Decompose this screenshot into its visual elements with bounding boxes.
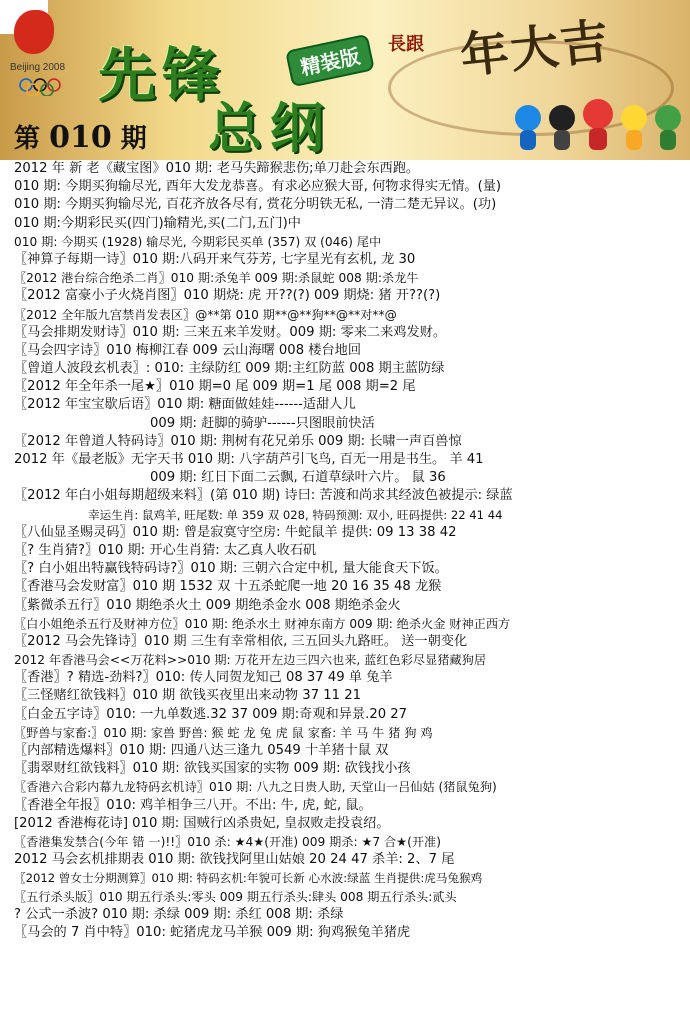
issue-suffix: 期 (120, 124, 147, 154)
edition-badge: 精装版 (285, 34, 375, 88)
text-line: 〖紫微杀五行〗010 期绝杀火土 009 期绝杀金水 008 期绝杀金火 (14, 597, 401, 613)
text-line: 〖香港集发禁合(今年 错 一)!!〗010 杀: ★4★(开准) 009 期杀: ★7 合★(开准) (14, 834, 441, 849)
text-line: 幸运生肖: 鼠鸡羊, 旺尾数: 单 359 双 028, 特码预测: 双小, 旺码提供: 22 41 44 (88, 507, 503, 522)
prediction-text-list (14, 160, 684, 942)
text-line: 〖野兽与家畜:〗010 期: 家兽 野兽: 猴 蛇 龙 兔 虎 鼠 家畜: 羊 马 牛 猪 狗 鸡 (14, 725, 433, 740)
text-line: 〖2012 年曾道人特码诗〗010 期: 荆树有花兄弟乐 009 期: 长啸一声百兽惊 (14, 433, 462, 449)
olympic-text: Beijing 2008 (10, 62, 66, 73)
mascots-icon (510, 96, 686, 154)
seal-text: 長跟 (388, 34, 424, 55)
text-line: 〖三怪赌红欲钱料〗010 期 欲钱买夜里出来动物 37 11 21 (14, 688, 362, 704)
issue-number: 010 (49, 120, 112, 155)
text-line: 〖2012 马会先锋诗〗010 期 三生有幸常相依, 三五回头九路旺。 送一朝变化 (14, 633, 468, 649)
text-line: 2012 年香港马会<<万花料>>010 期: 万花开左边三四六也来, 蓝红色彩尽显猪藏狗居 (14, 653, 487, 668)
title-line-1: 先锋 (98, 41, 227, 109)
text-line: 〖2012 港台综合绝杀二肖〗010 期:杀兔羊 009 期:杀鼠蛇 008 期:杀龙牛 (14, 271, 419, 286)
text-line: 〖香港〗? 精选-劲料?〗010: 传人同贺龙知己 08 37 49 单 兔羊 (14, 670, 393, 686)
text-line: 010 期: 今期买 (1928) 输尽光, 今期彩民买单 (357) 双 (046) 尾中 (14, 234, 382, 249)
text-line: 〖白金五字诗〗010: 一九单数逃.32 37 009 期:奇观和异景.20 27 (14, 706, 408, 722)
issue-label (14, 118, 147, 155)
text-line: 〖? 白小姐出特赢钱特码诗?〗010 期: 三朝六合定中机, 量大能食天下饭。 (14, 561, 448, 577)
text-line: 〖马会四字诗〗010 梅柳江春 009 云山海曙 008 楼台地回 (14, 342, 362, 358)
text-line: 009 期: 赶脚的骑驴------只图眼前快活 (150, 415, 375, 431)
text-line: 〖五行杀头版〗010 期五行杀头:零头 009 期五行杀头:肆头 008 期五行杀头:贰头 (14, 889, 457, 904)
text-line: 010 期: 今期买狗输尽光, 酉年大发龙恭喜。有求必应猴大哥, 何物求得实无情。(量) (14, 179, 502, 195)
text-line: 〖翡翠财红欲钱料〗010 期: 欲钱买国家的实物 009 期: 砍钱找小孩 (14, 761, 411, 777)
text-line: 〖马会排期发财诗〗010 期: 三来五来羊发财。009 期: 零来二来鸡发财。 (14, 324, 447, 340)
text-line: 〖神算子每期一诗〗010 期:八码开来气芬芳, 七字星光有玄机, 龙 30 (14, 251, 416, 267)
issue-prefix: 第 (14, 124, 41, 154)
text-line: 〖2012 全年版九宫禁肖发表区〗@**第 010 期**@**狗**@**对**@ (14, 307, 397, 322)
text-line: 〖白小姐绝杀五行及财神方位〗010 期: 绝杀水土 财神东南方 009 期: 绝杀火金 财神正西方 (14, 616, 511, 631)
text-line: 010 期:今期彩民买(四门)输精光,买(二门,五门)中 (14, 215, 301, 231)
header-banner (0, 0, 690, 160)
text-line: 〖2012 年全年杀一尾★〗010 期=0 尾 009 期=1 尾 008 期=2 尾 (14, 379, 416, 395)
text-line: 010 期: 今期买狗输尽光, 百花齐放各尽有, 赏花分明铁无私, 一清二楚无异议。(功) (14, 197, 497, 213)
text-line: 〖2012 年宝宝歇后语〗010 期: 糖面做娃娃------适甜人儿 (14, 397, 356, 413)
text-line: 2012 年 新 老《藏宝图》010 期: 老马失蹄猴悲伤;单刀赴会东西跑。 (14, 161, 420, 176)
text-line: [2012 香港梅花诗] 010 期: 国贼行凶杀贵妃, 皇叔败走投袁绍。 (14, 815, 390, 831)
text-line: 〖曾道人波段玄机表〗: 010: 主绿防红 009 期:主红防蓝 008 期主蓝防绿 (14, 361, 445, 377)
title-line-2: 总纲 (208, 96, 332, 160)
text-line: ? 公式一杀波? 010 期: 杀绿 009 期: 杀红 008 期: 杀绿 (14, 906, 344, 922)
text-line: 2012 马会玄机排期表 010 期: 欲钱找阿里山姑娘 20 24 47 杀羊: 2、7 尾 (14, 852, 455, 868)
text-line: 〖2012 曾女士分期测算〗010 期: 特码玄机:年貌可长新 心水波:绿蓝 生肖提供:虎马兔猴鸡 (14, 871, 483, 886)
text-line: 〖内部精选爆料〗010 期: 四通八达三逢九 0549 十羊猪十鼠 双 (14, 743, 389, 758)
text-line: 〖八仙显圣赐灵码〗010 期: 曾是寂寞守空房: 牛蛇鼠羊 提供: 09 13 38 42 (14, 524, 457, 540)
text-line: 〖香港全年报〗010: 鸡羊相争三八开。不出: 牛, 虎, 蛇, 鼠。 (14, 797, 372, 813)
text-line: 〖香港六合彩内幕九龙特码玄机诗〗010 期: 八九之日贵人助, 天堂山一吕仙姑 (猪鼠兔狗) (14, 780, 497, 795)
text-line: 〖2012 年白小姐每期超级来料〗(第 010 期) 诗曰: 苦渡和尚求其经波色被提示: 绿蓝 (14, 488, 513, 504)
text-line: 009 期: 红日下面二云飘, 石道草绿叶六片。 鼠 36 (150, 470, 446, 486)
text-line: 〖2012 富豪小子火烧肖图〗010 期烧: 虎 开??(?) 009 期烧: 猪 开??(?) (14, 288, 441, 304)
text-line: 〖马会的 7 肖中特〗010: 蛇猪虎龙马羊猴 009 期: 狗鸡猴兔羊猪虎 (14, 924, 411, 940)
brush-greeting: 年大吉 (457, 13, 614, 85)
olympic-emblem-icon (14, 10, 54, 54)
olympic-rings-icon (16, 78, 86, 96)
text-line: 〖? 生肖猜?〗010 期: 开心生肖猜: 太乙真人收石矶 (14, 542, 317, 558)
text-line: 2012 年《最老版》无字天书 010 期: 八字葫芦引飞鸟, 百无一用是书生。 羊 41 (14, 452, 484, 467)
text-line: 〖香港马会发财富〗010 期 1532 双 十五杀蛇爬一地 20 16 35 48 龙猴 (14, 579, 442, 595)
